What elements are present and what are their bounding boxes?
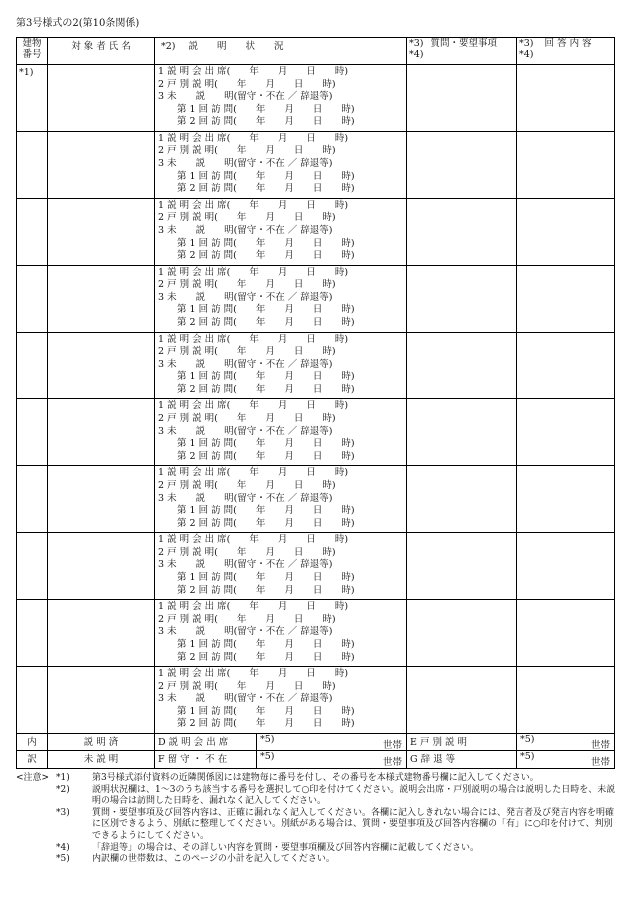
answers-cell[interactable] [517,533,615,600]
explanation-status-label: 説 明 状 況 [188,41,284,52]
form-title: 第3号様式の2(第10条関係) [16,18,140,29]
explanation-status-line: 2 戸 別 説 明( 年 月 日 時) [158,279,336,291]
explanation-status-line: 3 未 説 明(留守・不在 ／ 辞退等) [158,91,333,103]
summary-d-label: D 説 明 会 出 席 [155,733,257,751]
building-number-cell[interactable] [17,466,48,533]
summary-d-mark: *5) [260,733,275,745]
explanation-status-line: 1 説 明 会 出 席( 年 月 日 時) [158,132,349,144]
summary-row-1 [17,733,615,751]
summary-e-value[interactable] [517,733,615,751]
explanation-status-cell[interactable] [155,265,407,332]
target-name-cell[interactable] [48,198,155,265]
summary-f-mark: *5) [260,751,275,763]
explanation-status-line: 第 1 回 訪 問( 年 月 日 時) [158,505,355,517]
target-name-cell[interactable] [48,65,155,132]
answers-cell[interactable] [517,667,615,734]
summary-f-label: F 留 守 ・ 不 在 [155,751,257,769]
summary-row-2 [17,751,615,769]
explanation-status-line: 2 戸 別 説 明( 年 月 日 時) [158,78,336,90]
target-name-cell[interactable] [48,332,155,399]
note-text: 第3号様式添付資料の近隣関係図には建物毎に番号を付し、その番号を本様式建物番号欄に記入してください。 [92,773,539,783]
record-row [17,131,615,198]
summary-g-unit: 世帯 [590,757,610,769]
note-mark: *4) [56,842,70,853]
explanation-status-line: 2 戸 別 説 明( 年 月 日 時) [158,212,336,224]
explanation-status-line: 第 2 回 訪 問( 年 月 日 時) [158,383,355,395]
building-number-cell[interactable] [17,65,48,132]
explanation-status-line: 第 1 回 訪 問( 年 月 日 時) [158,638,355,650]
note-text: 「辞退等」の場合は、その詳しい内容を質問・要望事項欄及び回答内容欄に記載してください。 [92,842,480,853]
explanation-status-line: 第 1 回 訪 問( 年 月 日 時) [158,438,355,450]
note-item [16,843,616,855]
explanation-status-line: 3 未 説 明(留守・不在 ／ 辞退等) [158,492,333,504]
record-row [17,265,615,332]
explanation-status-line: 1 説 明 会 出 席( 年 月 日 時) [158,333,349,345]
explanation-status-line: 1 説 明 会 出 席( 年 月 日 時) [158,467,349,479]
explanation-status-line: 第 1 回 訪 問( 年 月 日 時) [158,103,355,115]
answers-cell[interactable] [517,198,615,265]
target-name-cell[interactable] [48,667,155,734]
summary-f-value[interactable] [257,751,407,769]
explanation-status-mark: *2) [161,41,176,52]
record-row [17,667,615,734]
explanation-status-line: 2 戸 別 説 明( 年 月 日 時) [158,613,336,625]
explanation-status-line: 第 2 回 訪 問( 年 月 日 時) [158,584,355,596]
explanation-status-cell[interactable] [155,65,407,132]
record-row [17,533,615,600]
explanation-status-line: 2 戸 別 説 明( 年 月 日 時) [158,680,336,692]
building-number-cell[interactable] [17,667,48,734]
note-item [16,773,616,785]
answers-label: 回 答 内 容 [544,38,592,49]
header-row [17,38,615,65]
explanation-status-line: 第 1 回 訪 問( 年 月 日 時) [158,170,355,182]
summary-g-mark: *5) [520,751,535,763]
questions-cell[interactable] [407,466,517,533]
target-name-cell[interactable] [48,265,155,332]
questions-cell[interactable] [407,332,517,399]
building-number-header [17,38,48,65]
explanation-status-line: 第 1 回 訪 問( 年 月 日 時) [158,371,355,383]
explanation-status-cell[interactable] [155,198,407,265]
explanation-status-cell[interactable] [155,600,407,667]
explanation-status-line: 第 2 回 訪 問( 年 月 日 時) [158,250,355,262]
summary-wake: 訳 [17,751,48,769]
note-mark: *2) [56,784,70,795]
questions-cell[interactable] [407,65,517,132]
record-row [17,399,615,466]
record-row [17,332,615,399]
note-item [16,785,616,808]
questions-cell[interactable] [407,198,517,265]
summary-g-label: G 辞 退 等 [407,751,517,769]
summary-explained: 説 明 済 [48,733,155,751]
questions-mark-2: *4) [409,49,424,60]
explanation-status-header [155,38,407,65]
record-row [17,466,615,533]
explanation-status-cell[interactable] [155,466,407,533]
notes-label: <注意> [16,773,50,783]
explanation-status-cell[interactable] [155,399,407,466]
answers-cell[interactable] [517,399,615,466]
notes-label [16,854,56,866]
explanation-record-table [16,37,615,769]
answers-mark-2: *4) [519,49,534,60]
questions-cell[interactable] [407,399,517,466]
building-number-cell[interactable] [17,265,48,332]
questions-cell[interactable] [407,667,517,734]
explanation-status-line: 2 戸 別 説 明( 年 月 日 時) [158,413,336,425]
summary-g-value[interactable] [517,751,615,769]
note-mark: *5) [56,854,70,865]
answers-header [517,38,615,65]
explanation-status-line: 第 1 回 訪 問( 年 月 日 時) [158,572,355,584]
building-number-cell[interactable] [17,332,48,399]
building-number-note-mark: *1) [19,67,34,78]
summary-unexplained: 未 説 明 [48,751,155,769]
note-text: 説明状況欄は、1〜3のうち該当する番号を選択して○印を付けてください。説明会出席・戸別説明の場合は説明した日時を、未説明の場合は訪問した日時を、漏れなく記入してください。 [92,784,616,807]
explanation-status-line: 3 未 説 明(留守・不在 ／ 辞退等) [158,224,333,236]
questions-cell[interactable] [407,533,517,600]
explanation-status-line: 第 2 回 訪 問( 年 月 日 時) [158,183,355,195]
explanation-status-line: 1 説 明 会 出 席( 年 月 日 時) [158,601,349,613]
explanation-status-cell[interactable] [155,533,407,600]
record-body [17,65,615,734]
explanation-status-line: 第 1 回 訪 問( 年 月 日 時) [158,705,355,717]
note-text: 質問・要望事項及び回答内容は、正確に漏れなく記入してください。各欄に記入しきれない場合には、発言者及び発言内容を明確に区別できるよう、別紙に整理してください。別紙がある場合は、質問・要望事項及び回答内容欄の「有」に○印を付けて、判別できるようにしてください。 [92,807,615,841]
explanation-status-line: 2 戸 別 説 明( 年 月 日 時) [158,145,336,157]
summary-e-unit: 世帯 [590,739,610,751]
explanation-status-line: 第 2 回 訪 問( 年 月 日 時) [158,651,355,663]
summary-e-label: E 戸 別 説 明 [407,733,517,751]
explanation-status-line: 1 説 明 会 出 席( 年 月 日 時) [158,400,349,412]
answers-cell[interactable] [517,265,615,332]
explanation-status-line: 3 未 説 明(留守・不在 ／ 辞退等) [158,291,333,303]
explanation-status-line: 3 未 説 明(留守・不在 ／ 辞退等) [158,158,333,170]
explanation-status-line: 1 説 明 会 出 席( 年 月 日 時) [158,668,349,680]
explanation-status-line: 第 1 回 訪 問( 年 月 日 時) [158,304,355,316]
explanation-status-line: 1 説 明 会 出 席( 年 月 日 時) [158,534,349,546]
questions-header [407,38,517,65]
building-number-cell[interactable] [17,198,48,265]
record-row [17,600,615,667]
building-number-cell[interactable] [17,399,48,466]
note-text: 内訳欄の世帯数は、このページの小計を記入してください。 [92,854,335,865]
answers-mark-1: *3) [519,38,534,49]
note-item [16,854,616,866]
explanation-status-line: 第 1 回 訪 問( 年 月 日 時) [158,237,355,249]
target-name-cell[interactable] [48,466,155,533]
explanation-status-cell[interactable] [155,667,407,734]
explanation-status-line: 3 未 説 明(留守・不在 ／ 辞退等) [158,626,333,638]
explanation-status-line: 第 2 回 訪 問( 年 月 日 時) [158,718,355,730]
notes-label [16,843,56,855]
record-row [17,65,615,132]
answers-cell[interactable] [517,131,615,198]
questions-cell[interactable] [407,265,517,332]
explanation-status-line: 第 2 回 訪 問( 年 月 日 時) [158,317,355,329]
explanation-status-cell[interactable] [155,332,407,399]
answers-cell[interactable] [517,65,615,132]
explanation-status-line: 第 2 回 訪 問( 年 月 日 時) [158,116,355,128]
explanation-status-line: 2 戸 別 説 明( 年 月 日 時) [158,546,336,558]
answers-cell[interactable] [517,600,615,667]
summary-f-unit: 世帯 [382,757,402,769]
note-item [16,808,616,843]
note-mark: *1) [56,773,70,783]
target-name-cell[interactable] [48,533,155,600]
summary-d-value[interactable] [257,733,407,751]
building-number-cell[interactable] [17,600,48,667]
explanation-status-line: 3 未 説 明(留守・不在 ／ 辞退等) [158,693,333,705]
explanation-status-line: 3 未 説 明(留守・不在 ／ 辞退等) [158,358,333,370]
questions-mark-1: *3) [409,38,424,49]
explanation-status-line: 第 2 回 訪 問( 年 月 日 時) [158,450,355,462]
note-mark: *3) [56,807,70,818]
summary-d-unit: 世帯 [382,739,402,751]
explanation-status-line: 3 未 説 明(留守・不在 ／ 辞退等) [158,559,333,571]
target-name-header: 対 象 者 氏 名 [48,38,155,65]
notes-label [16,785,56,808]
explanation-status-cell[interactable] [155,131,407,198]
target-name-cell[interactable] [48,131,155,198]
summary-uchi: 内 [17,733,48,751]
notes-label [16,808,56,843]
summary-e-mark: *5) [520,733,535,745]
questions-cell[interactable] [407,600,517,667]
answers-cell[interactable] [517,332,615,399]
explanation-status-line: 2 戸 別 説 明( 年 月 日 時) [158,346,336,358]
building-number-cell[interactable] [17,533,48,600]
record-row [17,198,615,265]
notes-section [16,773,616,866]
target-name-cell[interactable] [48,399,155,466]
questions-cell[interactable] [407,131,517,198]
building-number-cell[interactable] [17,131,48,198]
explanation-status-line: 3 未 説 明(留守・不在 ／ 辞退等) [158,425,333,437]
explanation-status-line: 1 説 明 会 出 席( 年 月 日 時) [158,266,349,278]
questions-label: 質問・要望事項 [430,38,498,49]
explanation-status-line: 2 戸 別 説 明( 年 月 日 時) [158,479,336,491]
target-name-cell[interactable] [48,600,155,667]
explanation-status-line: 第 2 回 訪 問( 年 月 日 時) [158,517,355,529]
answers-cell[interactable] [517,466,615,533]
explanation-status-line: 1 説 明 会 出 席( 年 月 日 時) [158,66,349,77]
building-number-header-line1: 建物 [22,38,42,49]
building-number-header-line2: 番号 [22,49,42,60]
explanation-status-line: 1 説 明 会 出 席( 年 月 日 時) [158,199,349,211]
